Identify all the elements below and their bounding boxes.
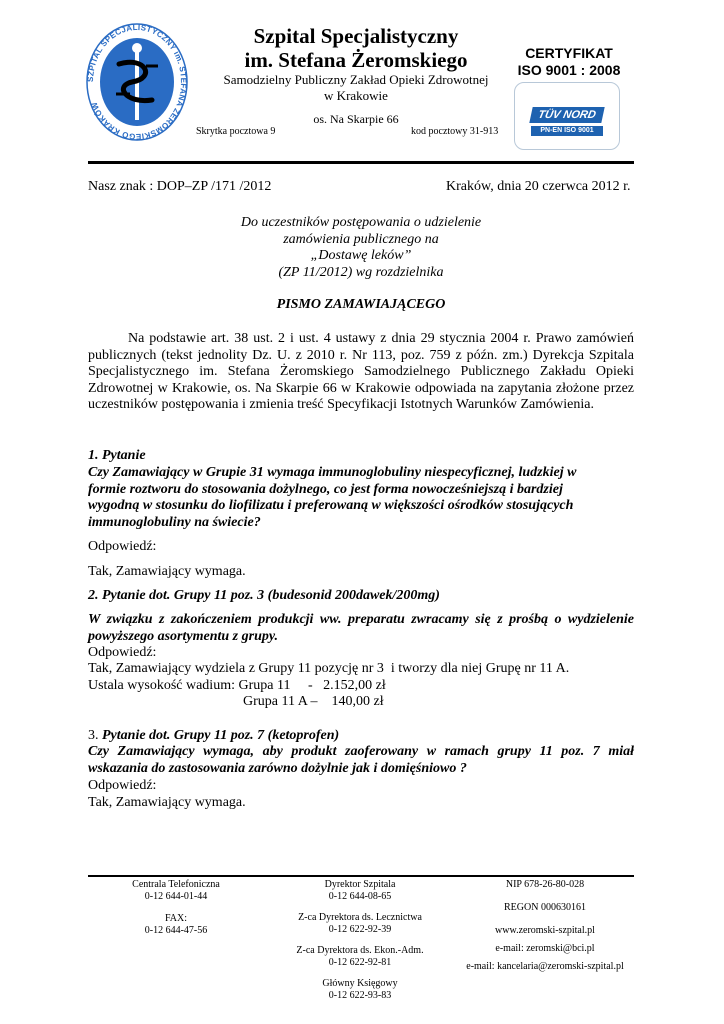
answer-1-text: Tak, Zamawiający wymaga.	[88, 564, 246, 579]
wadium-line-2: Grupa 11 A – 140,00 zł	[243, 694, 384, 709]
addressee-line: „Dostawę leków”	[310, 248, 412, 263]
switchboard-number: 0-12 644-01-44	[144, 891, 208, 902]
cert-title: CERTYFIKAT	[525, 45, 613, 61]
addressee-block	[88, 215, 634, 281]
addressee-line: zamówienia publicznego na	[283, 231, 439, 247]
hospital-name: Szpital Specjalistyczny	[253, 24, 459, 48]
switchboard-label: Centrala Telefoniczna	[132, 879, 220, 890]
header-divider	[88, 161, 634, 164]
footer-column-management	[270, 879, 450, 1002]
addressee-line: (ZP 11/2012) wg rozdzielnika	[278, 264, 444, 280]
footer-column-phone	[96, 879, 256, 937]
director-label: Dyrektor Szpitala	[324, 879, 396, 890]
intro-paragraph: Na podstawie art. 38 ust. 2 i ust. 4 ustawy z dnia 29 stycznia 2004 r. Prawo zamówień publicznych (tekst jednolity Dz. U. z 2010 r. Nr 113, poz. 759 z późn. zm.) Dyrekcja Szpitala Specjalistycznego im. Stefana Żeromskiego Samodzielnego Publicznego Zakładu Opieki Zdrowotnej w Krakowie, os. Na Skarpie 66 w Krakowie odpowiada na zapytania złożone przez uczestników postępowania i zmienia treść Specyfikacji Istotnych Warunków Zamówienia.	[88, 331, 634, 412]
addressee-line: Do uczestników postępowania o udzielenie	[240, 215, 482, 230]
deputy-admin-label: Z-ca Dyrektora ds. Ekon.-Adm.	[296, 945, 424, 956]
cert-standard: ISO 9001 : 2008	[517, 62, 621, 78]
wadium-line-1: Ustala wysokość wadium: Grupa 11 - 2.152,00 zł	[88, 678, 386, 693]
reference-number: Nasz znak : DOP–ZP /171 /2012	[88, 179, 272, 194]
logo-ring-text: SZPITAL SPECJALISTYCZNY im. STEFANA ŻEROMSKIEGO KRAKÓW	[86, 22, 188, 142]
document-title: PISMO ZAMAWIAJĄCEGO	[276, 297, 446, 312]
answer-2-label: Odpowiedź:	[88, 645, 157, 660]
question-2-heading: 2. Pytanie dot. Grupy 11 poz. 3 (budesonid 200dawek/200mg)	[88, 588, 440, 603]
question-3-text: Czy Zamawiający wymaga, aby produkt zaoferowany w ramach grupy 11 poz. 7 miał wskazania do zastosowania zarówno dożylnie jak i domięśniowo ?	[88, 744, 634, 776]
office-email-link[interactable]: e-mail: kancelaria@zeromski-szpital.pl	[466, 961, 624, 972]
hospital-city: w Krakowie	[324, 88, 388, 103]
answer-3-text: Tak, Zamawiający wymaga.	[88, 795, 246, 810]
deputy-medical-label: Z-ca Dyrektora ds. Lecznictwa	[298, 912, 422, 923]
hospital-patron: im. Stefana Żeromskiego	[244, 48, 468, 72]
question-3-title: Pytanie dot. Grupy 11 poz. 7 (ketoprofen)	[102, 728, 340, 743]
letter-date: Kraków, dnia 20 czerwca 2012 r.	[446, 179, 631, 194]
director-phone: 0-12 644-08-65	[328, 891, 392, 902]
hospital-address: os. Na Skarpie 66	[313, 112, 399, 126]
cert-norm-label: PN-EN ISO 9001	[531, 126, 603, 136]
question-1-heading: 1. Pytanie	[88, 448, 146, 463]
footer-divider	[88, 875, 634, 877]
regon-number: REGON 000630161	[504, 902, 586, 913]
nip-number: NIP 678-26-80-028	[505, 879, 585, 890]
chief-accountant-phone: 0-12 622-93-83	[328, 990, 392, 1001]
hospital-subtitle: Samodzielny Publiczny Zakład Opieki Zdrowotnej	[223, 72, 489, 87]
answer-3-label: Odpowiedź:	[88, 778, 157, 793]
hospital-logo	[86, 22, 188, 142]
fax-number: 0-12 644-47-56	[144, 925, 208, 936]
tuv-nord-logo: TÜV NORD	[529, 107, 604, 123]
website-link[interactable]: www.zeromski-szpital.pl	[495, 925, 595, 936]
question-2-text: W związku z zakończeniem produkcji ww. preparatu zwracamy się z prośbą o wydzielenie powyższego asortymentu z grupy.	[88, 612, 634, 644]
footer-column-registry	[450, 879, 640, 973]
chief-accountant-label: Główny Księgowy	[322, 978, 398, 989]
postal-code: kod pocztowy 31-913	[411, 126, 499, 137]
question-3-heading	[88, 728, 634, 745]
email-link[interactable]: e-mail: zeromski@bci.pl	[495, 943, 595, 954]
question-1-text: Czy Zamawiający w Grupie 31 wymaga immunoglobuliny niespecyficznej, ludzkiej w formie roztworu do stosowania dożylnego, co jest forma nowocześniejszą i bardziej wygodną w stosunku do liofilizatu i preferowaną w większości ośrodków stosujących immunoglobuliny na świecie?	[88, 465, 577, 530]
deputy-medical-phone: 0-12 622-92-39	[328, 924, 392, 935]
certificate-badge	[514, 82, 620, 150]
answer-2-text: Tak, Zamawiający wydziela z Grupy 11 pozycję nr 3 i tworzy dla niej Grupę nr 11 A.	[88, 661, 570, 676]
deputy-admin-phone: 0-12 622-92-81	[328, 957, 392, 968]
question-3-number: 3.	[88, 728, 102, 743]
po-box: Skrytka pocztowa 9	[196, 126, 276, 137]
fax-label: FAX:	[164, 913, 188, 924]
answer-1-label: Odpowiedź:	[88, 539, 157, 554]
